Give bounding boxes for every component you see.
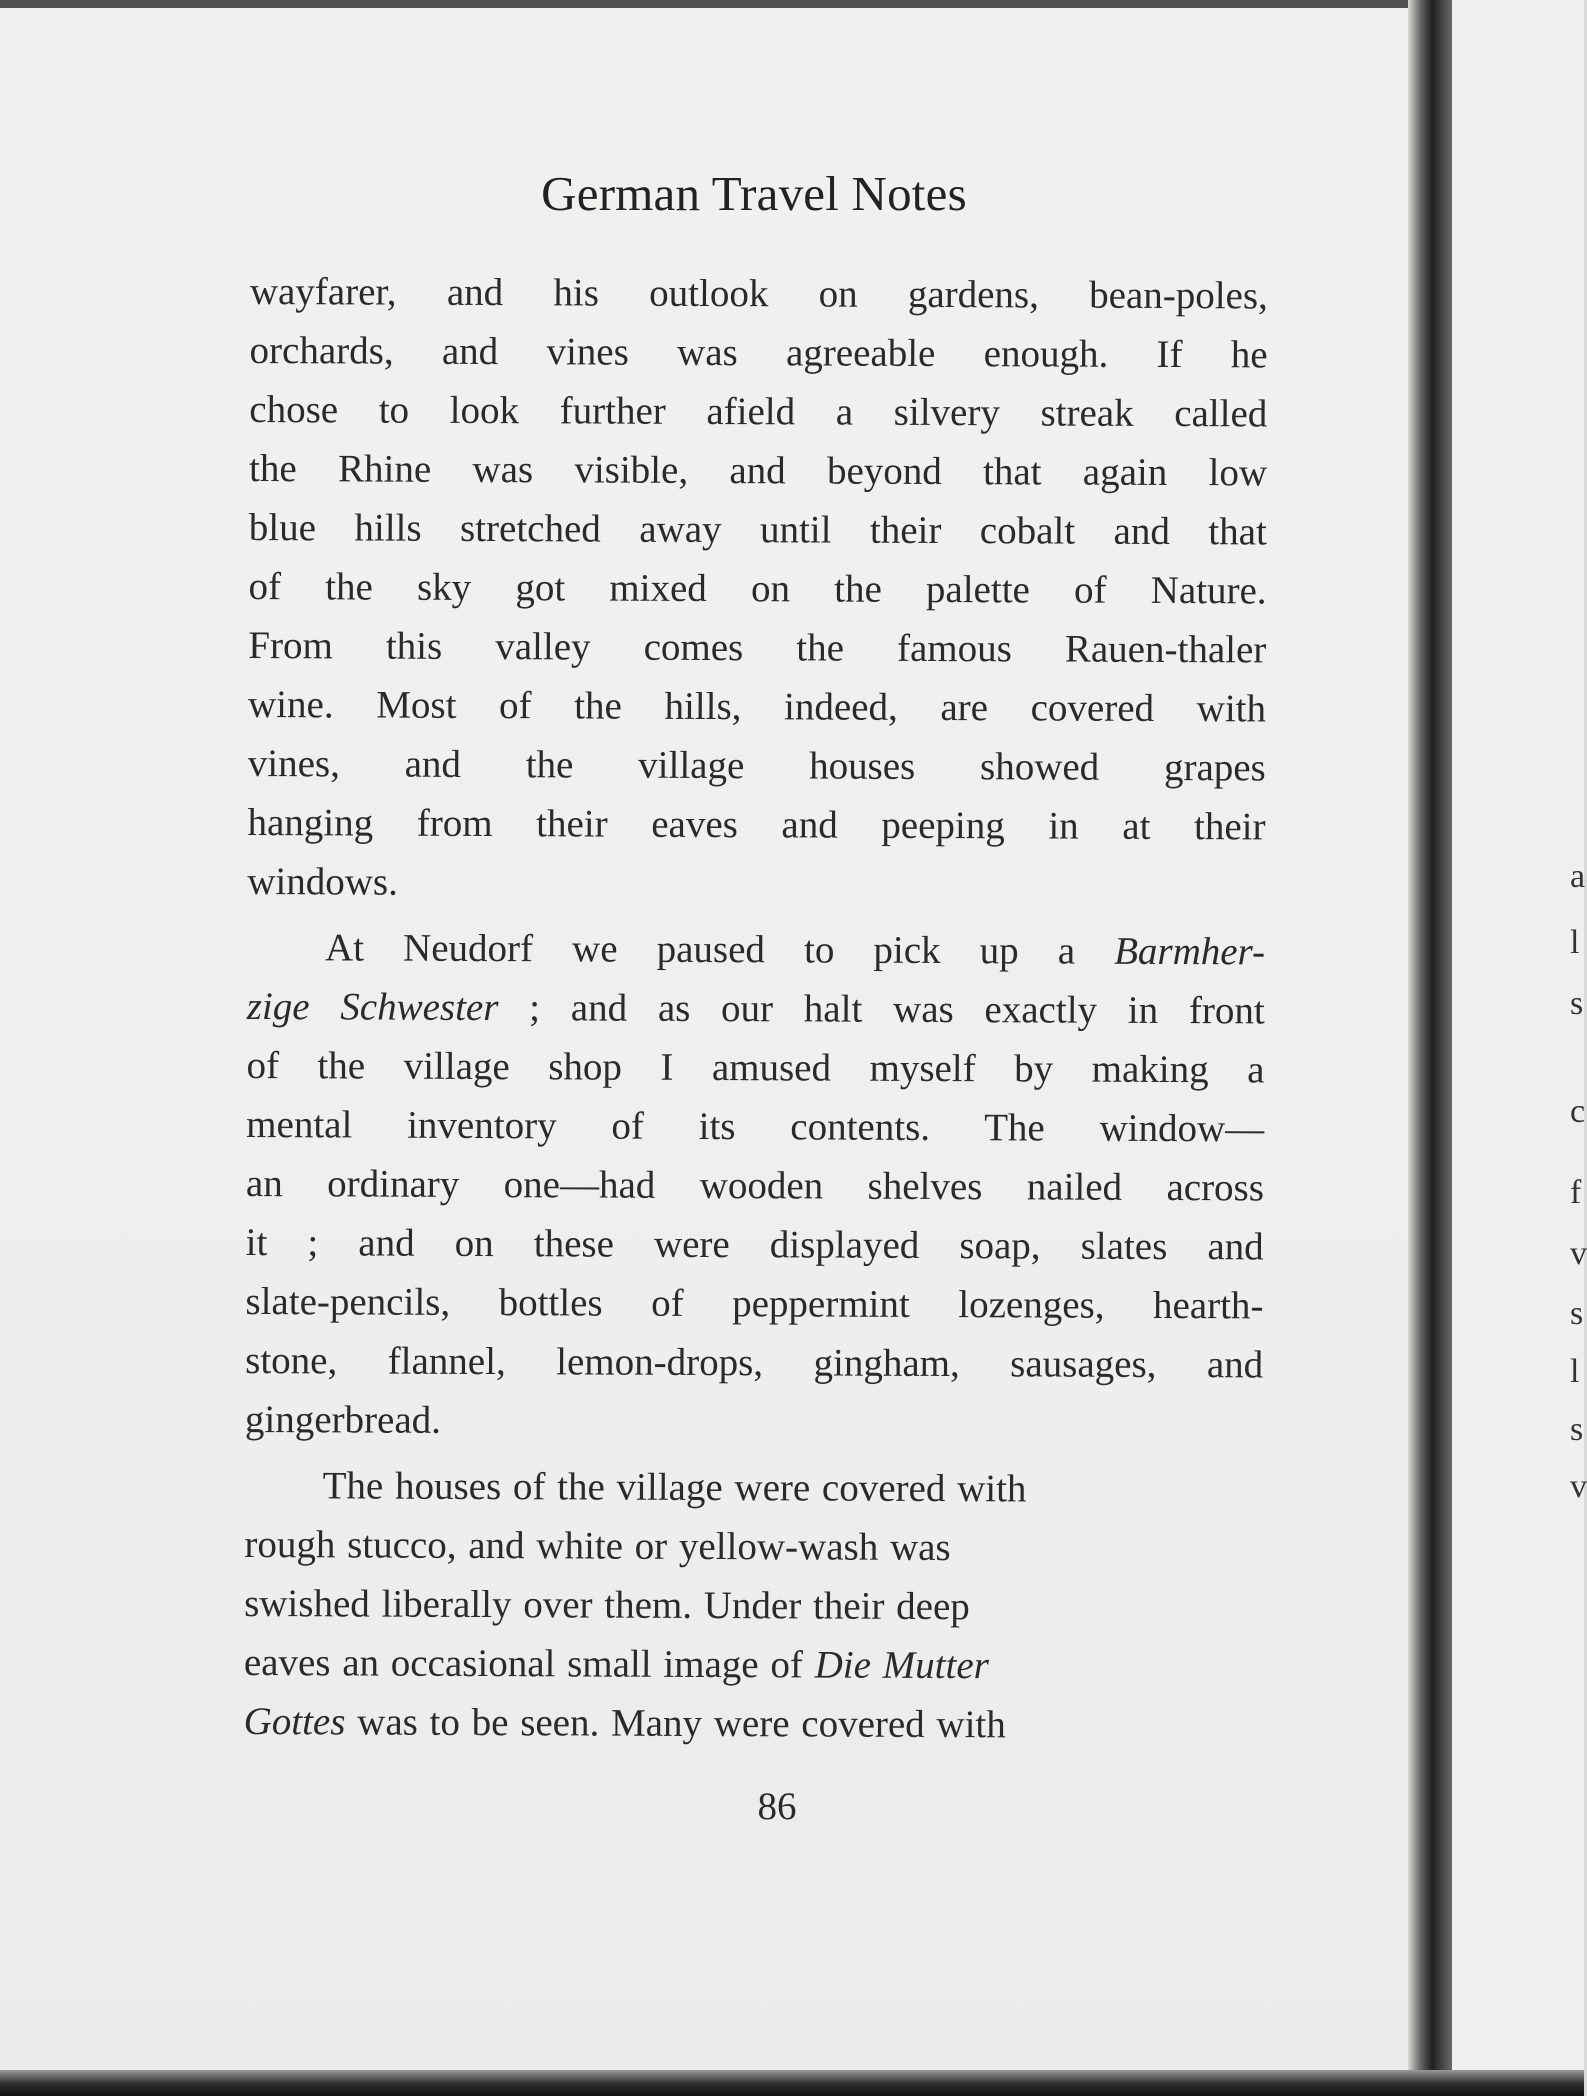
edge-glyph: s (1570, 1295, 1584, 1332)
edge-glyph: f (1570, 1174, 1582, 1211)
body-text (244, 262, 1268, 1755)
text-line: wine. Most of the hills, indeed, are covered with (247, 682, 1267, 731)
edge-glyph: v (1570, 1235, 1587, 1272)
text-line: eaves an occasional small image of Die Mutter (243, 1640, 989, 1688)
paragraph (245, 918, 1265, 1453)
text-line: vines, and the village houses showed grapes (247, 741, 1266, 790)
text-line: of the village shop I amused myself by making a (246, 1043, 1265, 1092)
paragraph (244, 1456, 1263, 1755)
text-line: blue hills stretched away until their cobalt and that (248, 505, 1267, 554)
edge-glyph: c (1570, 1093, 1586, 1130)
bottom-page-edge (0, 2070, 1584, 2096)
page-number: 86 (757, 1785, 797, 1828)
text-line: hanging from their eaves and peeping in at their (247, 800, 1266, 849)
text-line: slate-pencils, bottles of peppermint lozenges, hearth- (245, 1279, 1264, 1328)
text-line: wayfarer, and his outlook on gardens, bean-poles, (249, 269, 1268, 318)
edge-glyph: v (1570, 1468, 1587, 1505)
edge-glyph: s (1570, 1411, 1584, 1448)
text-line: it ; and on these were displayed soap, slates and (245, 1220, 1264, 1269)
edge-glyph: a (1570, 858, 1586, 895)
facing-page-edge (1452, 0, 1584, 2096)
book-gutter (1408, 0, 1452, 2096)
text-line: Gottes was to be seen. Many were covered with (243, 1699, 1006, 1747)
text-line: the Rhine was visible, and beyond that again low (249, 446, 1268, 495)
text-line: an ordinary one—had wooden shelves nailed across (245, 1161, 1265, 1210)
text-line: windows. (247, 859, 398, 904)
text-line: gingerbread. (244, 1397, 442, 1442)
text-line: orchards, and vines was agreeable enough. If he (249, 328, 1268, 377)
text-line: The houses of the village were covered with (322, 1464, 1027, 1511)
text-line: mental inventory of its contents. The window— (246, 1102, 1265, 1151)
text-line: From this valley comes the famous Rauen-thaler (248, 623, 1267, 672)
text-line: rough stucco, and white or yellow-wash was (244, 1522, 951, 1570)
facing-page-text-edge (1570, 858, 1587, 1660)
text-line: At Neudorf we paused to pick up a Barmher- (324, 926, 1266, 974)
paragraph (247, 262, 1268, 915)
text-line: zige Schwester ; and as our halt was exactly in front (246, 984, 1265, 1033)
text-line: of the sky got mixed on the palette of Nature. (248, 564, 1267, 613)
text-line: swished liberally over them. Under their deep (244, 1581, 970, 1629)
text-line: stone, flannel, lemon-drops, gingham, sausages, and (245, 1338, 1264, 1387)
edge-glyph: s (1570, 985, 1584, 1022)
edge-glyph: l (1570, 924, 1580, 961)
running-head: German Travel Notes (541, 166, 967, 221)
text-line: chose to look further afield a silvery streak called (249, 387, 1268, 436)
edge-glyph: l (1570, 1353, 1580, 1390)
